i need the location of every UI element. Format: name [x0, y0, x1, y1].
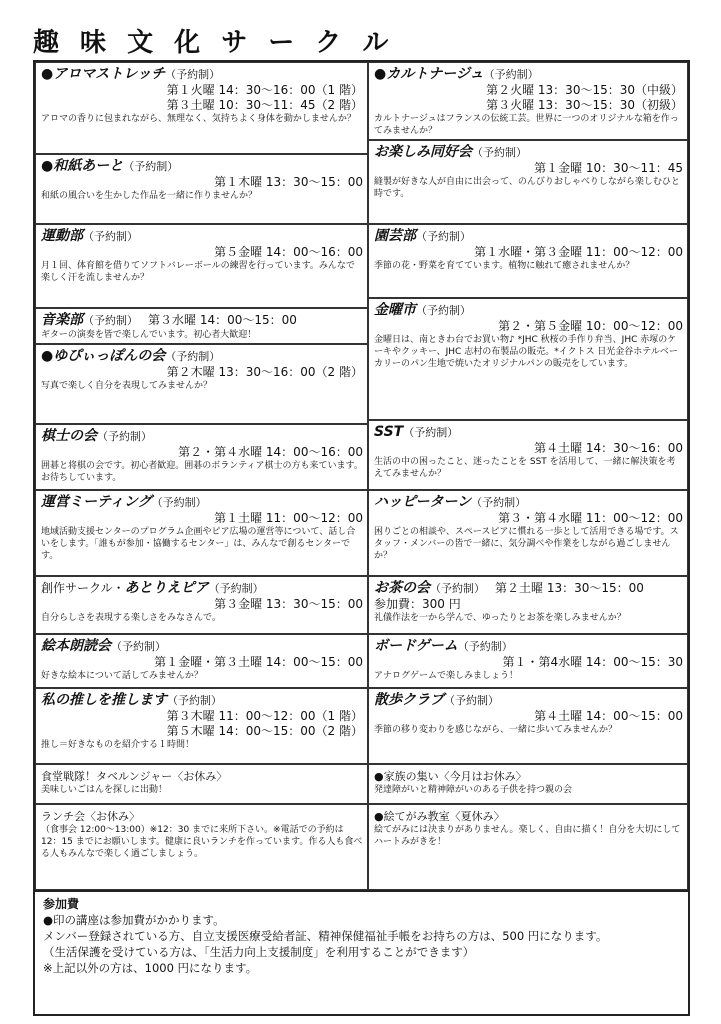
circle-entry: [368, 140, 688, 224]
circle-name: お楽しみ同好会: [374, 144, 472, 160]
circle-entry: [35, 576, 368, 634]
circle-description: 写真で楽しく自分を表現してみませんか？: [41, 381, 213, 391]
circle-name: あとりえピア: [124, 580, 209, 596]
circle-name: 園芸部: [374, 228, 416, 244]
reservation-tag: （予約制）: [416, 230, 471, 243]
circle-name: 棋士の会: [41, 428, 97, 444]
circle-description: ギターの演奏を皆で楽しんでいます。初心者大歓迎！: [41, 330, 257, 340]
circle-entry: [35, 308, 368, 344]
reservation-tag: （予約制）: [444, 694, 499, 707]
schedule-line: 第１火曜 14：30〜16：00（1 階）: [166, 83, 363, 97]
reservation-tag: （予約制）: [165, 350, 221, 363]
circle-name: ●和紙あーと: [41, 158, 124, 174]
reservation-tag: （予約制）: [167, 694, 222, 707]
circle-name: ●ゆぴぃっぽんの会: [41, 348, 166, 364]
schedule-line: 第２・第５金曜 10：00〜12：00: [498, 319, 683, 333]
circle-description: アロマの香りに包まれながら、無理なく、気持ちよく身体を動かしませんか？: [41, 114, 356, 124]
circle-name: ●家族の集い〈今月はお休み〉: [374, 770, 527, 783]
circle-description: 和紙の風合いを生かした作品を一緒に作りませんか？: [41, 191, 258, 201]
circle-name: 散歩クラブ: [374, 692, 444, 708]
schedule-line: 第１木曜 13：30〜15：00: [214, 175, 363, 189]
circle-name: 音楽部: [41, 312, 83, 328]
schedule-line: 第３土曜 10：30〜11：45（2 階）: [166, 98, 363, 112]
fee-line: 参加費：300 円: [374, 597, 461, 611]
circle-name: 私の推しを推します: [41, 692, 167, 708]
circle-entry: [368, 490, 688, 576]
reservation-tag: （予約制）: [208, 582, 264, 595]
schedule-line: 第１金曜・第３土曜 14：00〜15：00: [154, 655, 363, 669]
reservation-tag: （予約制）: [483, 68, 539, 81]
circle-description: 金曜日は、南ときわ台でお買い物♪ *JHC 秋桜の手作り弁当、JHC 赤塚のケーキやクッキー、JHC 志村の布製品の販売。*イクトス 日光金谷ホテルベーカリーのパン生地で焼いたオリジナルパンの販売をしています。: [374, 335, 678, 369]
fee-line: ※上記以外の方は、1000 円になります。: [43, 961, 258, 975]
circle-name: ●絵てがみ教室〈夏休み〉: [374, 810, 505, 823]
circle-entry: [35, 764, 368, 804]
circle-name: ボードゲーム: [374, 638, 458, 654]
circle-name: SST: [374, 424, 404, 440]
circle-description: アナログゲームで楽しみましょう！: [374, 671, 519, 681]
schedule-line: 第２火曜 13：30〜15：30（中級）: [486, 83, 683, 97]
circle-name: ●アロマストレッチ: [41, 66, 166, 82]
schedule-line: 第５木曜 14：00〜15：00（2 階）: [166, 724, 363, 738]
circle-entry: [368, 62, 688, 140]
circle-name: 運動部: [41, 228, 83, 244]
circle-name: 絵本朗読会: [41, 638, 111, 654]
fee-line: ●印の講座は参加費がかかります。: [43, 913, 225, 927]
circle-entry: [35, 344, 368, 424]
schedule-line: 第３火曜 13：30〜15：30（初級）: [486, 98, 683, 112]
schedule-line: 第１土曜 11：00〜12：00: [214, 511, 363, 525]
reservation-tag: （予約制）: [111, 640, 166, 653]
circle-name: お茶の会: [374, 580, 430, 596]
circle-description: 地域活動支援センターのプログラム企画やピア広場の運営等について、話し合いをします。「誰もが参加・協働するセンター」は、みんなで創るセンターです。: [41, 527, 356, 561]
circle-description: 囲碁と将棋の会です。初心者歓迎。囲碁のボランティア棋士の方も来ています。お待ちしています。: [41, 461, 363, 483]
circle-entry: [35, 688, 368, 764]
circle-prefix: 創作サークル・: [41, 581, 125, 595]
circle-entry: [368, 420, 688, 490]
reservation-tag: （予約制）: [457, 640, 513, 653]
circle-description: 縫製が好きな人が自由に出会って、のんびりおしゃべりしながら楽しむひと時です。: [374, 177, 680, 199]
schedule-line: 第３・第４水曜 11：00〜12：00: [498, 511, 683, 525]
page-title: 趣 味 文 化 サ ー ク ル: [33, 28, 395, 58]
fee-line: メンバー登録されている方、自立支援医療受給者証、精神保健福祉手帳をお持ちの方は、500 円になります。: [43, 929, 608, 943]
circle-description: 自分らしさを表現する楽しさをみなさんで。: [41, 613, 221, 623]
circle-description: 礼儀作法を一から学んで、ゆったりとお茶を楽しみませんか？: [374, 613, 626, 623]
circle-description: 絵てがみには決まりがありません。楽しく、自由に描く！自分を大切にしてハートみがきを！: [374, 825, 681, 847]
schedule-line: 第４土曜 14：00〜15：00: [534, 709, 683, 723]
circle-entry: [35, 62, 368, 154]
schedule-line: 第３水曜 14：00〜15：00: [148, 313, 297, 327]
circle-name: ランチ会〈お休み〉: [41, 810, 140, 823]
fee-heading: 参加費: [43, 897, 80, 911]
circle-entry: [368, 298, 688, 420]
schedule-line: 第４土曜 14：30〜16：00: [534, 441, 683, 455]
reservation-tag: （予約制）: [472, 146, 527, 159]
reservation-tag: （予約制）: [83, 230, 138, 243]
fee-section: [35, 890, 688, 1014]
circle-name: ●カルトナージュ: [374, 66, 484, 82]
circle-table: [33, 60, 690, 1016]
circle-entry: [368, 804, 688, 890]
circle-entry: [35, 424, 368, 490]
reservation-tag: （予約制）: [97, 430, 152, 443]
fee-line: （生活保護を受けている方は、「生活力向上支援制度」を利用することができます）: [43, 945, 475, 959]
schedule-line: 第２土曜 13：30〜15：00: [495, 581, 644, 595]
circle-description: 月１回、体育館を借りてソフトバレーボールの練習を行っています。みんなで楽しく汗を流しませんか？: [41, 261, 355, 283]
circle-description: 季節の花・野菜を育てています。植物に触れて癒されませんか？: [374, 261, 635, 271]
circle-entry: [368, 764, 688, 804]
circle-entry: [368, 576, 688, 634]
circle-name: 食堂戦隊！タベルンジャー〈お休み〉: [41, 770, 228, 783]
schedule-line: 第１・第4水曜 14：00〜15：30: [502, 655, 683, 669]
circle-name: 運営ミーティング: [41, 494, 152, 510]
reservation-tag: （予約制）: [416, 304, 471, 317]
reservation-tag: （予約制）: [403, 426, 459, 439]
reservation-tag: （予約制）: [165, 68, 221, 81]
circle-name: ハッピーターン: [374, 494, 472, 510]
reservation-tag: （予約制）: [430, 582, 485, 595]
schedule-line: 第２木曜 13：30〜16：00（2 階）: [166, 365, 363, 379]
circle-entry: [35, 804, 368, 890]
schedule-line: 第２・第４水曜 14：00〜16：00: [178, 445, 363, 459]
circle-entry: [35, 224, 368, 308]
circle-description: 好きな絵本について話してみませんか？: [41, 671, 203, 681]
reservation-tag: （予約制）: [471, 496, 527, 509]
schedule-line: 第５金曜 14：00〜16：00: [214, 245, 363, 259]
circle-entry: [368, 688, 688, 764]
schedule-line: 第１水曜・第３金曜 11：00〜12：00: [474, 245, 683, 259]
circle-description: 季節の移り変わりを感じながら、一緒に歩いてみませんか？: [374, 725, 618, 735]
reservation-tag: （予約制）: [83, 314, 138, 327]
circle-entry: [368, 224, 688, 298]
circle-entry: [35, 490, 368, 576]
circle-name: 金曜市: [374, 302, 416, 318]
circle-description: カルトナージュはフランスの伝統工芸。世界に一つのオリジナルな箱を作ってみませんか？: [374, 114, 679, 136]
circle-description: 発達障がいと精神障がいのある子供を持つ親の会: [374, 785, 573, 795]
circle-description: 生活の中の困ったこと、迷ったことを SST を活用して、一緒に解決策を考えてみませんか？: [374, 457, 676, 479]
circle-description: 美味しいごはんを探しに出動！: [41, 785, 168, 795]
circle-entry: [35, 154, 368, 224]
circle-description: 推し＝好きなものを紹介する１時間！: [41, 740, 195, 750]
circle-description: （食事会 12:00〜13:00）※12：30 までに来所下さい。※電話での予約は 12：15 までにお願いします。健康に良いランチを作っています。作る人も食べる人もみんなで楽しく過ごしましょう。: [41, 825, 363, 859]
schedule-line: 第３木曜 11：00〜12：00（1 階）: [166, 709, 363, 723]
reservation-tag: （予約制）: [151, 496, 207, 509]
schedule-line: 第３金曜 13：30〜15：00: [214, 597, 363, 611]
circle-entry: [368, 634, 688, 688]
circle-entry: [35, 634, 368, 688]
schedule-line: 第１金曜 10：30〜11：45: [534, 161, 683, 175]
reservation-tag: （予約制）: [123, 160, 179, 173]
circle-description: 困りごとの相談や、スペースピアに慣れる一歩として活用できる場です。スタッフ・メンバーの皆で一緒に、気分調べや作業をしながら過ごしませんか？: [374, 527, 679, 561]
